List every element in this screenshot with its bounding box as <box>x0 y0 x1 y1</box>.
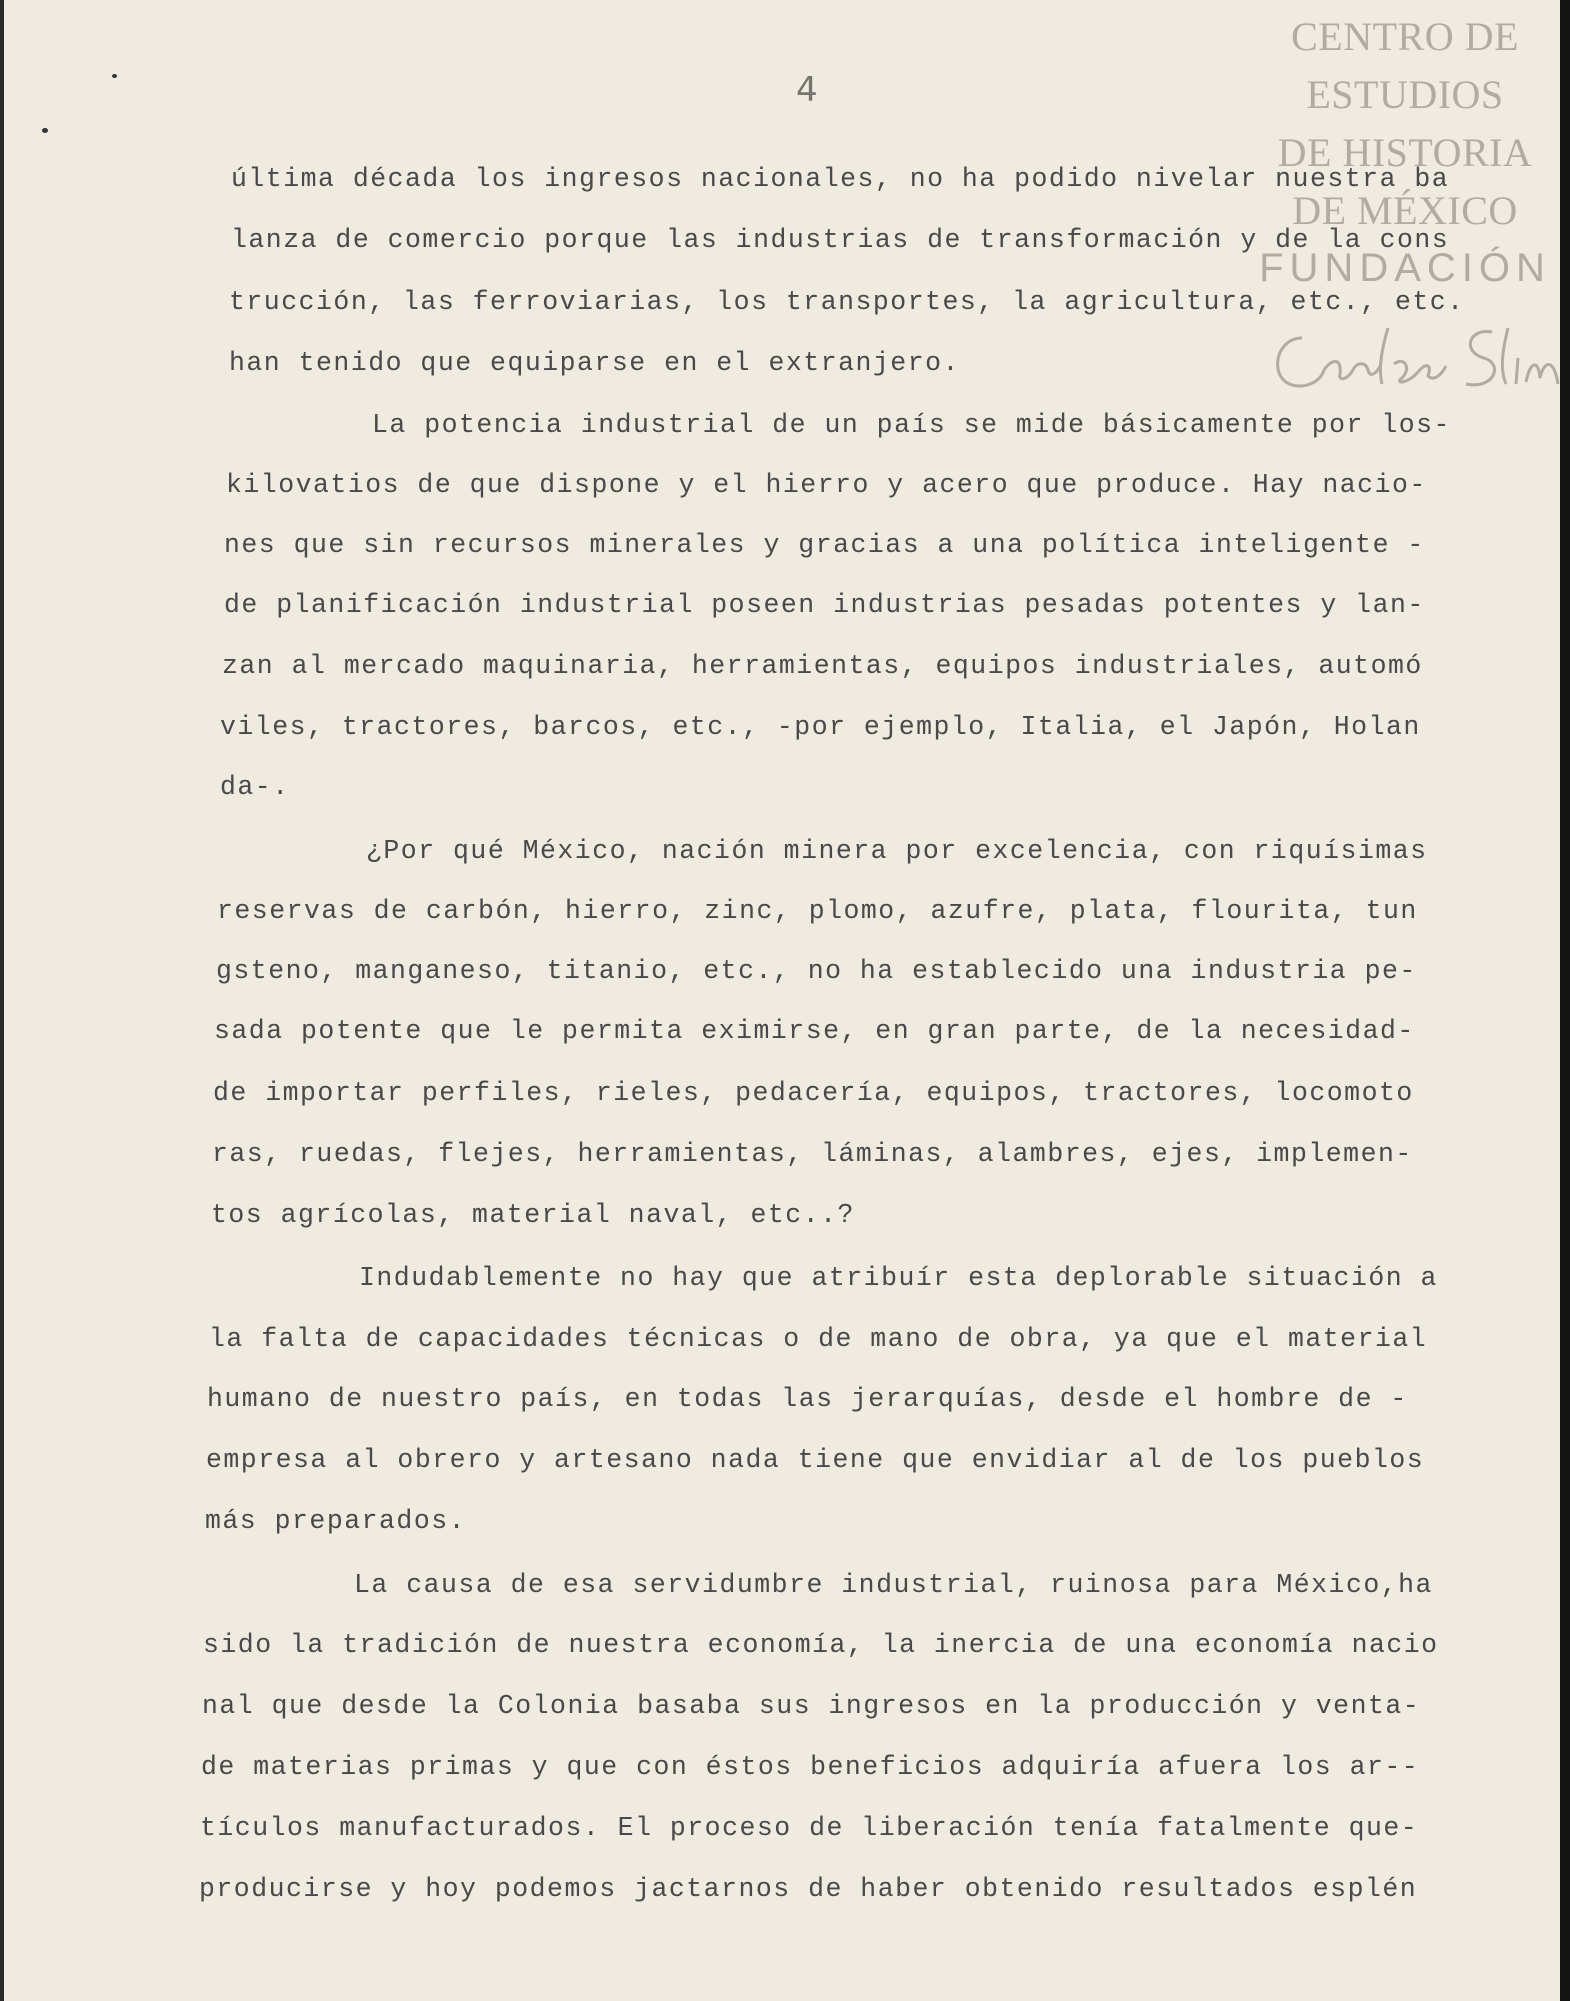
text-line: ras, ruedas, flejes, herramientas, láminas, alambres, ejes, implemen- <box>212 1139 1413 1169</box>
text-line: da-. <box>220 772 290 802</box>
text-line: más preparados. <box>205 1506 467 1536</box>
watermark-foundation: FUNDACIÓN <box>1259 246 1551 290</box>
text-line: Indudablemente no hay que atribuír esta deplorable situación a <box>359 1263 1438 1293</box>
text-line: ¿Por qué México, nación minera por excelencia, con riquísimas <box>366 836 1428 866</box>
text-line: la falta de capacidades técnicas o de mano de obra, ya que el material <box>209 1324 1428 1354</box>
text-line: kilovatios de que dispone y el hierro y acero que produce. Hay nacio- <box>226 470 1427 500</box>
text-line: trucción, las ferroviarias, los transportes, la agricultura, etc., etc. <box>229 287 1465 317</box>
text-line: lanza de comercio porque las industrias de transformación y de la cons <box>231 225 1450 255</box>
text-line: La potencia industrial de un país se mide básicamente por los- <box>372 410 1451 440</box>
text-line: empresa al obrero y artesano nada tiene que envidiar al de los pueblos <box>206 1445 1425 1475</box>
watermark-line: CENTRO DE <box>1291 14 1519 59</box>
text-line: tos agrícolas, material naval, etc..? <box>211 1200 855 1230</box>
text-line: La causa de esa servidumbre industrial, ruinosa para México,ha <box>354 1570 1433 1600</box>
text-line: de importar perfiles, rieles, pedacería, equipos, tractores, locomoto <box>213 1078 1414 1108</box>
text-line: nal que desde la Colonia basaba sus ingresos en la producción y venta- <box>202 1691 1421 1721</box>
text-line: reservas de carbón, hierro, zinc, plomo, azufre, plata, flourita, tun <box>217 896 1418 926</box>
text-line: humano de nuestro país, en todas las jerarquías, desde el hombre de - <box>207 1384 1408 1414</box>
text-line: sido la tradición de nuestra economía, la inercia de una economía nacio <box>203 1630 1439 1660</box>
text-line: nes que sin recursos minerales y gracias a una política inteligente - <box>224 530 1425 560</box>
watermark-line: ESTUDIOS <box>1306 72 1504 117</box>
text-line: de materias primas y que con éstos beneficios adquiría afuera los ar-- <box>201 1752 1420 1782</box>
text-line: última década los ingresos nacionales, no ha podido nivelar nuestra ba <box>231 164 1450 194</box>
text-line: gsteno, manganeso, titanio, etc., no ha establecido una industria pe- <box>216 956 1417 986</box>
page-number: 4 <box>796 70 818 110</box>
text-line: producirse y hoy podemos jactarnos de haber obtenido resultados esplén <box>199 1874 1418 1904</box>
watermark-line: DE HISTORIA <box>1277 130 1533 175</box>
text-line: sada potente que le permita eximirse, en gran parte, de la necesidad- <box>214 1016 1415 1046</box>
text-line: viles, tractores, barcos, etc., -por ejemplo, Italia, el Japón, Holan <box>220 712 1421 742</box>
watermark-line: DE MÉXICO <box>1292 188 1518 233</box>
text-line: han tenido que equiparse en el extranjero. <box>229 348 960 378</box>
text-line: zan al mercado maquinaria, herramientas, equipos industriales, automó <box>222 651 1423 681</box>
text-line: de planificación industrial poseen industrias pesadas potentes y lan- <box>224 590 1425 620</box>
text-line: tículos manufacturados. El proceso de liberación tenía fatalmente que- <box>200 1813 1419 1843</box>
